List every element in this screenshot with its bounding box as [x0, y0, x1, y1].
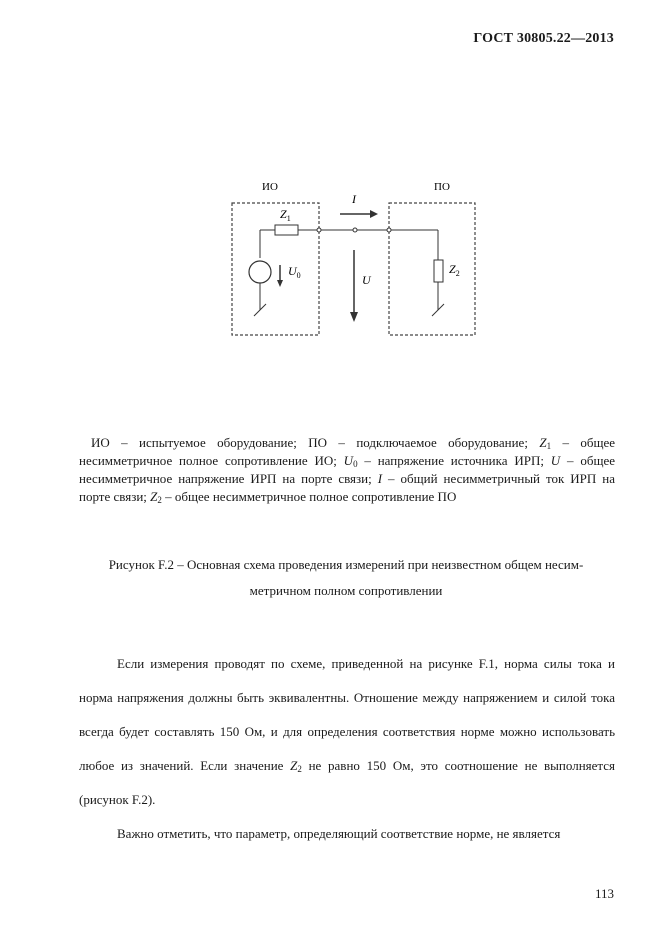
legend-line3: – общее несимметричное напряжение ИРП на порте связи;: [79, 453, 615, 486]
legend-z1: Z: [539, 435, 547, 450]
eut-label: ИО: [262, 181, 278, 193]
paragraph-2: Важно отметить, что параметр, определяющий соответствие норме, не является: [117, 826, 561, 841]
paragraph-1: [79, 647, 615, 817]
body-text: [79, 647, 615, 851]
legend-line1: ИО – испытуемое оборудование; ПО – подключаемое оборудование;: [91, 435, 540, 450]
legend-u: U: [550, 453, 561, 468]
paragraph-1-z: Z: [290, 758, 298, 773]
ae-label: ПО: [434, 181, 450, 193]
page-number: 113: [594, 886, 614, 901]
legend-z2-sub: 2: [157, 495, 162, 505]
paragraph-1-z-sub: 2: [297, 764, 302, 774]
legend-line3b: – общий несимметричный ток ИРП на порте связи;: [79, 471, 615, 504]
figure-legend: [79, 434, 615, 506]
paragraph-1-text-end: не равно 150 Ом, это соотношение не выполняется (рисунок F.2).: [79, 758, 615, 807]
legend-line1b: – общее несимметричное полное сопротивление ИО;: [79, 435, 615, 468]
u0-arrow-head: [277, 280, 283, 287]
legend-line4b: – общее несимметричное полное сопротивление ПО: [161, 489, 457, 504]
source-u0: [249, 261, 271, 283]
figure-caption: [70, 552, 622, 604]
i-label: I: [352, 192, 356, 206]
i-arrow-head: [370, 210, 378, 218]
paragraph-1-text: Если измерения проводят по схеме, приведенной на рисунке F.1, норма силы тока и норма напряжения должны быть эквивалентны. Отношение между напряжением и силой тока всегда будет составлять 150 Ом, и для определения соответствия норме можно использовать любое из значений. Если значение: [79, 656, 615, 773]
legend-z2: Z: [150, 489, 158, 504]
legend-i: I: [377, 471, 383, 486]
circuit-diagram: [0, 170, 661, 350]
z2-label: $Z_2$: [449, 262, 460, 278]
caption-line1: Рисунок F.2 – Основная схема проведения измерений при неизвестном общем несим-: [108, 557, 584, 572]
z2-resistor: [434, 260, 443, 282]
legend-u0-sub: 0: [353, 459, 358, 469]
eut-box: [232, 203, 319, 335]
ae-box: [389, 203, 475, 335]
node-mid: [353, 228, 357, 232]
u-arrow-head: [350, 312, 358, 322]
legend-u0: U: [343, 453, 354, 468]
u-label: U: [362, 273, 371, 287]
z1-label: $Z_1$: [280, 207, 291, 223]
caption-line2: метричном полном сопротивлении: [249, 583, 443, 598]
legend-line2b: – напряжение источника ИРП;: [357, 453, 551, 468]
legend-z1-sub: 1: [546, 441, 552, 451]
node-ae: [387, 228, 391, 232]
document-header: ГОСТ 30805.22—2013: [473, 31, 614, 46]
z1-resistor: [275, 225, 298, 235]
node-eut: [317, 228, 321, 232]
u0-label: $U_0$: [288, 264, 301, 280]
